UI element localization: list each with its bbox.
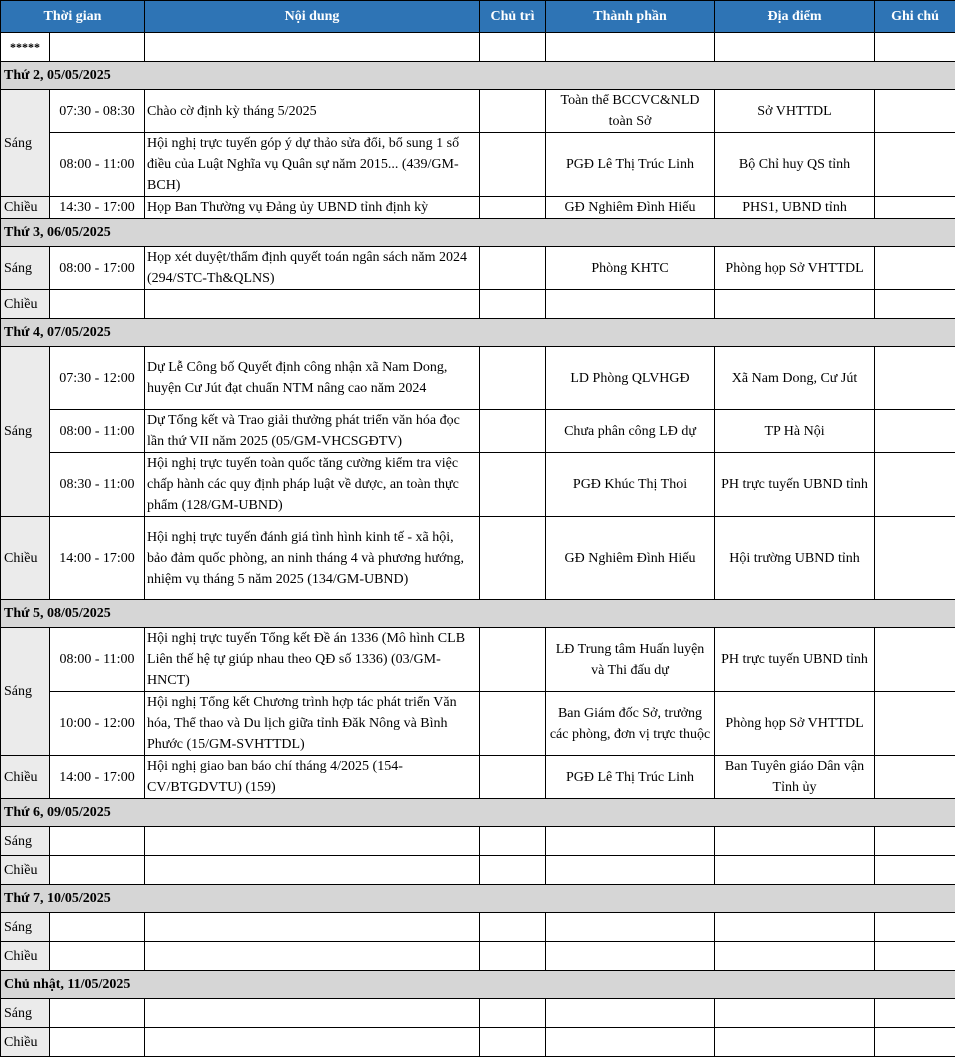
day-row xyxy=(1,799,955,827)
content-cell: Hội nghị trực tuyến đánh giá tình hình kinh tế - xã hội, bảo đảm quốc phòng, an ninh tháng 4 và phương hướng, nhiệm vụ tháng 5 năm 2025 (134/GM-UBND) xyxy=(145,517,480,600)
table-row xyxy=(1,347,955,410)
header-chair: Chủ trì xyxy=(480,1,546,33)
table-row xyxy=(1,90,955,133)
note-cell xyxy=(875,197,955,219)
location-cell: Sở VHTTDL xyxy=(715,90,875,133)
session-label: Chiều xyxy=(1,856,50,885)
chair-cell xyxy=(480,453,546,517)
table-row xyxy=(1,517,955,600)
session-label: Chiều xyxy=(1,1028,50,1057)
note-cell xyxy=(875,90,955,133)
location-cell: TP Hà Nội xyxy=(715,410,875,453)
day-row xyxy=(1,319,955,347)
time-cell: 08:00 - 11:00 xyxy=(50,410,145,453)
day-title: Chủ nhật, 11/05/2025 xyxy=(1,971,955,999)
time-cell: 07:30 - 12:00 xyxy=(50,347,145,410)
time-cell: 14:00 - 17:00 xyxy=(50,517,145,600)
table-row xyxy=(1,827,955,856)
table-row xyxy=(1,133,955,197)
content-cell: Hội nghị trực tuyến góp ý dự thảo sửa đổi, bổ sung 1 số điều của Luật Nghĩa vụ Quân sự năm 2015... (439/GM-BCH) xyxy=(145,133,480,197)
day-title: Thứ 6, 09/05/2025 xyxy=(1,799,955,827)
time-cell: 07:30 - 08:30 xyxy=(50,90,145,133)
participants-cell: Toàn thể BCCVC&NLD toàn Sở xyxy=(546,90,715,133)
time-cell: 08:00 - 11:00 xyxy=(50,133,145,197)
table-row xyxy=(1,913,955,942)
day-row xyxy=(1,885,955,913)
day-title: Thứ 7, 10/05/2025 xyxy=(1,885,955,913)
day-title: Thứ 5, 08/05/2025 xyxy=(1,600,955,628)
session-label: Sáng xyxy=(1,913,50,942)
table-row xyxy=(1,197,955,219)
chair-cell xyxy=(480,133,546,197)
time-cell: 08:00 - 17:00 xyxy=(50,247,145,290)
time-cell: 08:30 - 11:00 xyxy=(50,453,145,517)
location-cell: PH trực tuyến UBND tỉnh xyxy=(715,628,875,692)
content-cell: Dự Lễ Công bố Quyết định công nhận xã Nam Dong, huyện Cư Jút đạt chuẩn NTM nâng cao năm 2024 xyxy=(145,347,480,410)
table-row xyxy=(1,410,955,453)
location-cell: PHS1, UBND tỉnh xyxy=(715,197,875,219)
note-cell xyxy=(875,628,955,692)
content-cell: Hội nghị giao ban báo chí tháng 4/2025 (154-CV/BTGDVTU) (159) xyxy=(145,756,480,799)
content-cell: Chào cờ định kỳ tháng 5/2025 xyxy=(145,90,480,133)
table-row xyxy=(1,290,955,319)
chair-cell xyxy=(480,410,546,453)
header-row xyxy=(1,1,955,33)
day-row xyxy=(1,62,955,90)
day-title: Thứ 3, 06/05/2025 xyxy=(1,219,955,247)
table-row xyxy=(1,1028,955,1057)
note-cell xyxy=(875,453,955,517)
time-cell: 10:00 - 12:00 xyxy=(50,692,145,756)
chair-cell xyxy=(480,247,546,290)
participants-cell: LD Phòng QLVHGĐ xyxy=(546,347,715,410)
table-row xyxy=(1,247,955,290)
header-location: Địa điểm xyxy=(715,1,875,33)
day-row xyxy=(1,971,955,999)
table-row xyxy=(1,628,955,692)
day-title: Thứ 2, 05/05/2025 xyxy=(1,62,955,90)
content-cell: Họp Ban Thường vụ Đảng ủy UBND tỉnh định kỳ xyxy=(145,197,480,219)
participants-cell: Ban Giám đốc Sở, trưởng các phòng, đơn vị trực thuộc xyxy=(546,692,715,756)
table-row xyxy=(1,692,955,756)
location-cell: Phòng họp Sở VHTTDL xyxy=(715,247,875,290)
table-row xyxy=(1,856,955,885)
note-cell xyxy=(875,692,955,756)
session-label: Chiều xyxy=(1,517,50,600)
location-cell: Xã Nam Dong, Cư Jút xyxy=(715,347,875,410)
content-cell: Hội nghị trực tuyến toàn quốc tăng cường kiểm tra việc chấp hành các quy định pháp luật về dược, an toàn thực phẩm (128/GM-UBND) xyxy=(145,453,480,517)
session-label: Chiều xyxy=(1,942,50,971)
participants-cell: Phòng KHTC xyxy=(546,247,715,290)
session-label: Sáng xyxy=(1,628,50,756)
table-row xyxy=(1,999,955,1028)
participants-cell: GĐ Nghiêm Đình Hiếu xyxy=(546,197,715,219)
chair-cell xyxy=(480,692,546,756)
session-label: Chiều xyxy=(1,290,50,319)
day-row xyxy=(1,600,955,628)
header-time: Thời gian xyxy=(1,1,145,33)
note-cell xyxy=(875,347,955,410)
day-title: Thứ 4, 07/05/2025 xyxy=(1,319,955,347)
time-cell: 14:30 - 17:00 xyxy=(50,197,145,219)
location-cell: Hội trường UBND tỉnh xyxy=(715,517,875,600)
table-row xyxy=(1,453,955,517)
content-cell: Họp xét duyệt/thẩm định quyết toán ngân sách năm 2024 (294/STC-Th&QLNS) xyxy=(145,247,480,290)
participants-cell: PGĐ Khúc Thị Thoi xyxy=(546,453,715,517)
participants-cell: LĐ Trung tâm Huấn luyện và Thi đấu dự xyxy=(546,628,715,692)
note-cell xyxy=(875,247,955,290)
marker-row xyxy=(1,33,955,62)
chair-cell xyxy=(480,517,546,600)
participants-cell: GĐ Nghiêm Đình Hiếu xyxy=(546,517,715,600)
location-cell: Ban Tuyên giáo Dân vận Tỉnh ủy xyxy=(715,756,875,799)
chair-cell xyxy=(480,197,546,219)
chair-cell xyxy=(480,756,546,799)
content-cell: Hội nghị Tổng kết Chương trình hợp tác phát triển Văn hóa, Thể thao và Du lịch giữa tỉnh Đăk Nông và Bình Phước (15/GM-SVHTTDL) xyxy=(145,692,480,756)
session-label: Sáng xyxy=(1,999,50,1028)
session-label: Sáng xyxy=(1,247,50,290)
chair-cell xyxy=(480,628,546,692)
note-cell xyxy=(875,517,955,600)
session-label: Sáng xyxy=(1,827,50,856)
day-row xyxy=(1,219,955,247)
note-cell xyxy=(875,133,955,197)
time-cell: 14:00 - 17:00 xyxy=(50,756,145,799)
header-content: Nội dung xyxy=(145,1,480,33)
session-label: Sáng xyxy=(1,90,50,197)
table-row xyxy=(1,756,955,799)
table-row xyxy=(1,942,955,971)
note-cell xyxy=(875,756,955,799)
participants-cell: Chưa phân công LĐ dự xyxy=(546,410,715,453)
content-cell: Hội nghị trực tuyến Tổng kết Đề án 1336 (Mô hình CLB Liên thế hệ tự giúp nhau theo QĐ số 1336) (03/GM-HNCT) xyxy=(145,628,480,692)
header-participants: Thành phần xyxy=(546,1,715,33)
content-cell: Dự Tổng kết và Trao giải thưởng phát triển văn hóa đọc lần thứ VII năm 2025 (05/GM-VHCSGĐTV) xyxy=(145,410,480,453)
location-cell: Bộ Chỉ huy QS tỉnh xyxy=(715,133,875,197)
chair-cell xyxy=(480,347,546,410)
location-cell: Phòng họp Sở VHTTDL xyxy=(715,692,875,756)
header-note: Ghi chú xyxy=(875,1,955,33)
session-label: Sáng xyxy=(1,347,50,517)
session-label: Chiều xyxy=(1,197,50,219)
note-cell xyxy=(875,410,955,453)
participants-cell: PGĐ Lê Thị Trúc Linh xyxy=(546,756,715,799)
time-cell: 08:00 - 11:00 xyxy=(50,628,145,692)
participants-cell: PGĐ Lê Thị Trúc Linh xyxy=(546,133,715,197)
location-cell: PH trực tuyến UBND tỉnh xyxy=(715,453,875,517)
chair-cell xyxy=(480,90,546,133)
marker: ***** xyxy=(1,33,50,62)
session-label: Chiều xyxy=(1,756,50,799)
